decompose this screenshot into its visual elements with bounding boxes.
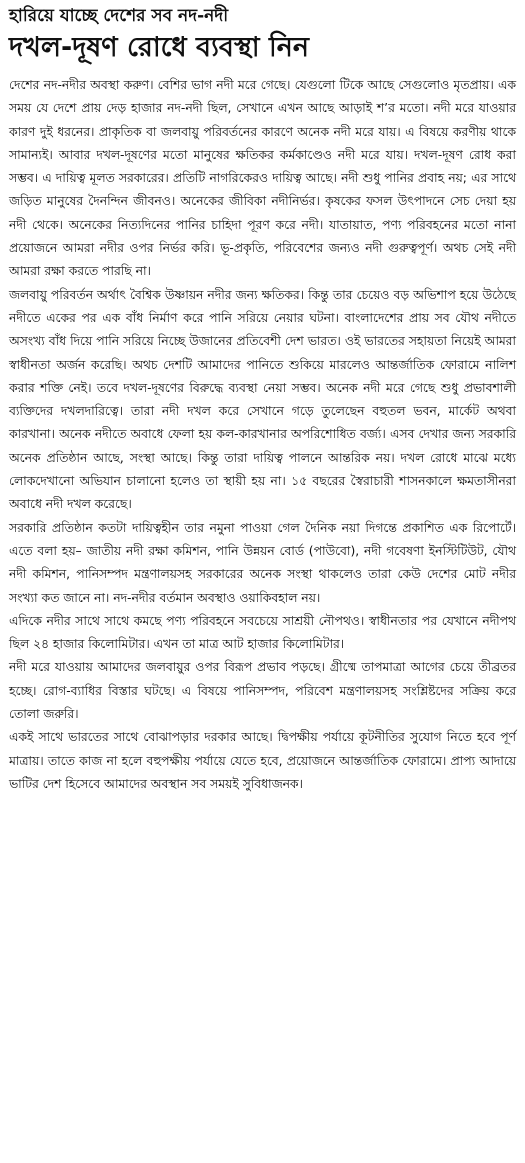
- article-headline: দখল-দূষণ রোধে ব্যবস্থা নিন: [9, 32, 309, 63]
- paragraph-3: সরকারি প্রতিষ্ঠান কতটা দায়িত্বহীন তার নমুনা পাওয়া গেল দৈনিক নয়া দিগন্তে প্রকাশিত এক রিপোর্টে। এতে বলা হয়– জাতীয় নদী রক্ষা কমিশন, পানি উন্নয়ন বোর্ড (পাউবো), নদী গবেষণা ইনস্টিটিউট, যৌথ নদী কমিশন, পানিসম্পদ মন্ত্রণালয়সহ সরকারের অনেক সংস্থা থাকলেও তারা কেউ দেশের মোট নদীর সংখ্যা কত জানে না। নদ-নদীর বর্তমান অবস্থাও ওয়াকিবহাল নয়।: [9, 520, 516, 605]
- paragraph-5: নদী মরে যাওয়ায় আমাদের জলবায়ুর ওপর বিরূপ প্রভাব পড়ছে। গ্রীষ্মে তাপমাত্রা আগের চেয়ে তীব্রতর হচ্ছে। রোগ-ব্যাধির বিস্তার ঘটছে। এ বিষয়ে পানিসম্পদ, পরিবেশ মন্ত্রণালয়সহ সংশ্লিষ্টদের সক্রিয় করে তোলা জরুরি।: [9, 660, 516, 722]
- paragraph-2: জলবায়ু পরিবর্তন অর্থাৎ বৈশ্বিক উষ্ণায়ন নদীর জন্য ক্ষতিকর। কিন্তু তার চেয়েও বড় অভিশাপ হয়ে উঠেছে নদীতে একের পর এক বাঁধ নির্মাণ করে পানি সরিয়ে নেয়ার ঘটনা। বাংলাদেশের প্রায় সব যৌথ নদীতে অসংখ্য বাঁধ দিয়ে পানি সরিয়ে নিচ্ছে উজানের প্রতিবেশী দেশ ভারত। ওই ভারতের সহায়তা নিয়েই আমরা স্বাধীনতা অর্জন করেছি। অথচ দেশটি আমাদের পানিতে শুকিয়ে মারলেও আন্তর্জাতিক ফোরামে নালিশ করার শক্তি নেই। তবে দখল-দূষণের বিরুদ্ধে ব্যবস্থা নেয়া সম্ভব। অনেক নদী মরে গেছে শুধু প্রভাবশালী ব্যক্তিদের দখলদারিত্বে। তারা নদী দখল করে সেখানে গড়ে তুলেছেন বহুতল ভবন, মার্কেট অথবা কারখানা। অনেক নদীতে অবাধে ফেলা হয় কল-কারখানার অপরিশোধিত বর্জ্য। এসব দেখার জন্য সরকারি অনেক প্রতিষ্ঠান আছে, সংস্থা আছে। কিন্তু তারা দায়িত্ব পালনে আন্তরিক নয়। দখল রোধে মাঝে মধ্যে লোকদেখানো অভিযান চালানো হলেও তা স্থায়ী হয় না। ১৫ বছরের স্বৈরাচারী শাসনকালে ক্ষমতাসীনরা অবাধে নদী দখল করেছে।: [9, 287, 516, 512]
- paragraph-4: এদিকে নদীর সাথে সাথে কমছে পণ্য পরিবহনে সবচেয়ে সাশ্রয়ী নৌপথও। স্বাধীনতার পর যেখানে নদীপথ ছিল ২৪ হাজার কিলোমিটার। এখন তা মাত্র আট হাজার কিলোমিটার।: [9, 613, 516, 652]
- article-kicker: হারিয়ে যাচ্ছে দেশের সব নদ-নদী: [9, 6, 229, 26]
- paragraph-1: দেশের নদ-নদীর অবস্থা করুণ। বেশির ভাগ নদী মরে গেছে। যেগুলো টিকে আছে সেগুলোও মৃতপ্রায়। এক সময় যে দেশে প্রায় দেড় হাজার নদ-নদী ছিল, সেখানে এখন আছে আড়াই শ’র মতো। নদী মরে যাওয়ার কারণ দুই ধরনের। প্রাকৃতিক বা জলবায়ু পরিবর্তনের কারণে অনেক নদী মরে যায়। এ বিষয়ে করণীয় থাকে সামান্যই। আবার দখল-দূষণের মতো মানুষের ক্ষতিকর কর্মকাণ্ডেও নদী মরে যায়। দখল-দূষণ রোধ করা সম্ভব। এ দায়িত্ব মূলত সরকারের। প্রতিটি নাগরিকেরও দায়িত্ব আছে। নদী শুধু পানির প্রবাহ নয়; এর সাথে জড়িত মানুষের দৈনন্দিন জীবনও। অনেকের জীবিকা নদীনির্ভর। কৃষকের ফসল উৎপাদনে সেচ দেয়া হয় নদী থেকে। অনেকের নিত্যদিনের পানির চাহিদা পূরণ করে নদী। যাতায়াত, পণ্য পরিবহনের মতো নানা প্রয়োজনে আমরা নদীর ওপর নির্ভর করি। ভূ-প্রকৃতি, পরিবেশের জন্যও নদী গুরুত্বপূর্ণ। অথচ সেই নদী আমরা রক্ষা করতে পারছি না।: [9, 78, 516, 279]
- paragraph-6: একই সাথে ভারতের সাথে বোঝাপড়ার দরকার আছে। দ্বিপক্ষীয় পর্যায়ে কূটনীতির সুযোগ নিতে হবে পূর্ণ মাত্রায়। তাতে কাজ না হলে বহুপক্ষীয় পর্যায়ে যেতে হবে, প্রয়োজনে আন্তর্জাতিক ফোরামে। প্রাপ্য আদায়ে ভাটির দেশ হিসেবে আমাদের অবস্থান সব সময়ই সুবিধাজনক।: [9, 730, 516, 791]
- article-body: [9, 74, 516, 796]
